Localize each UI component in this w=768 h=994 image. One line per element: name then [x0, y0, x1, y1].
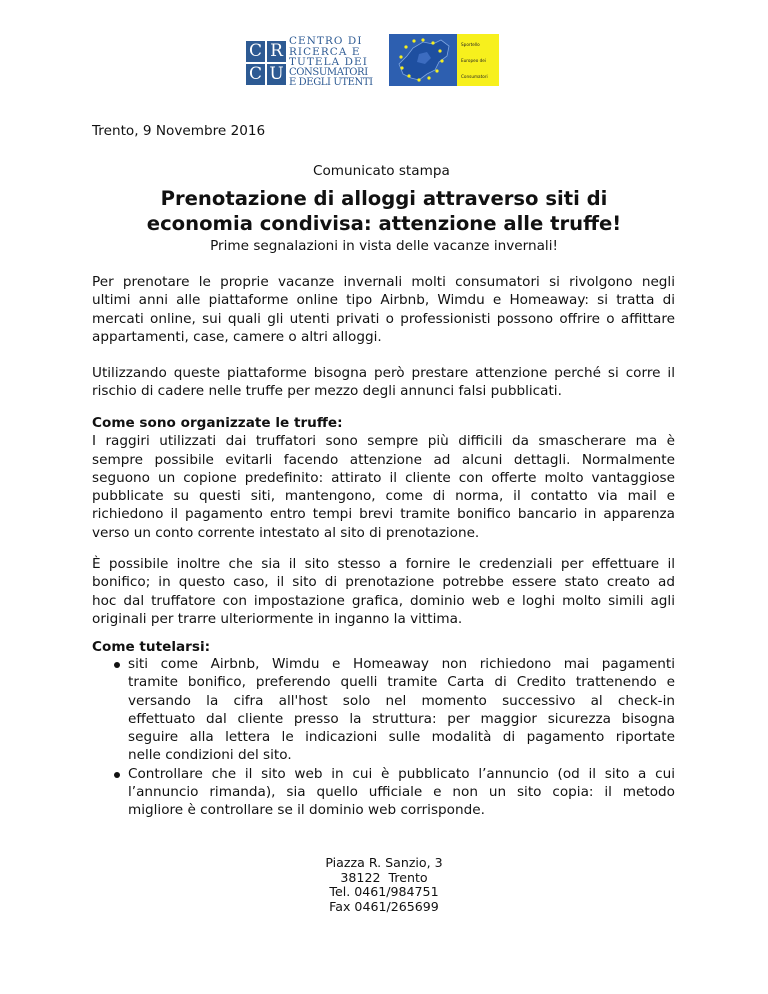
paragraph-line: pubblicate su questi siti, mantengono, come di norma, il contatto via mail e	[92, 488, 675, 505]
crcu-logo-text	[289, 36, 381, 89]
list-item	[92, 766, 675, 821]
paragraph-line: rischio di cadere nelle truffe per mezzo degli annunci falsi pubblicati.	[92, 383, 562, 400]
title-line: economia condivisa: attenzione alle truffe!	[146, 212, 622, 235]
section-scams	[92, 414, 675, 542]
paragraph-line: appartamenti, case, camere o altri alloggi.	[92, 328, 382, 345]
document-subtitle: Prime segnalazioni in vista delle vacanze invernali!	[210, 238, 558, 254]
euro-logo-line: Consumatori	[461, 74, 488, 79]
section-heading: Come tutelarsi:	[92, 639, 211, 655]
list-item-line: migliore è controllare se il dominio web corrisponde.	[128, 802, 485, 819]
section-protection-heading	[92, 638, 675, 656]
europe-map-icon	[389, 34, 457, 86]
list-item	[92, 656, 675, 766]
euro-logo-line: Sportello	[461, 42, 480, 47]
crcu-logo-line: CONSUMATORI	[289, 66, 368, 78]
paragraph-line: È possibile inoltre che sia il sito stesso a fornire le credenziali per effettuare il	[92, 556, 675, 572]
paragraph-line: Per prenotare le proprie vacanze invernali molti consumatori si rivolgono negli	[92, 274, 675, 290]
paragraph-line: richiedono il pagamento entro tempi brevi tramite bonifico bancario in apparenza	[92, 506, 675, 523]
euro-logo-line: Europeo dei	[461, 58, 487, 63]
bullet-icon	[114, 662, 120, 668]
title-line: Prenotazione di alloggi attraverso siti di	[160, 187, 608, 210]
document-title	[0, 186, 768, 236]
crcu-logo-line: E DEGLI UTENTI	[289, 77, 373, 89]
address-line: Tel. 0461/984751	[329, 884, 439, 900]
section-heading: Come sono organizzate le truffe:	[92, 415, 343, 431]
list-item-line: versando la cifra all'host solo nel momento successivo al check-in	[128, 692, 675, 709]
paragraph-line: originali per trarre ulteriormente in inganno la vittima.	[92, 610, 463, 627]
list-item-line: tramite bonifico, preferendo quelli tramite Carta di Credito trattenendo e	[128, 674, 675, 691]
paragraph-warning	[92, 364, 675, 401]
paragraph-line: seguono un copione predefinito: attirato il cliente con offerte molto vantaggiose	[92, 469, 675, 486]
paragraph-intro	[92, 273, 675, 346]
protection-list	[92, 656, 675, 821]
paragraph-line: I raggiri utilizzati dai truffatori sono sempre più difficili da smascherare ma è	[92, 433, 675, 450]
crcu-logo	[246, 36, 378, 90]
address-line: Fax 0461/265699	[329, 898, 439, 914]
crcu-letter-u: U	[267, 64, 286, 85]
address-line: Piazza R. Sanzio, 3	[325, 855, 443, 870]
european-consumer-centre-logo	[389, 34, 499, 86]
crcu-letter-c2: C	[246, 64, 265, 85]
address-line: 38122 Trento	[340, 869, 428, 885]
bullet-icon	[114, 772, 120, 778]
crcu-letter-r: R	[267, 41, 286, 62]
paragraph-line: Utilizzando queste piattaforme bisogna però prestare attenzione perché si corre il	[92, 365, 675, 381]
paragraph-fake-site	[92, 555, 675, 628]
list-item-line: l’annuncio rimanda), sia quello ufficiale e non un sito copia: il metodo	[128, 784, 675, 801]
list-item-line: effettuato dal cliente presso la struttura: per maggior sicurezza bisogna	[128, 710, 675, 727]
paragraph-line: hoc dal truffatore con impostazione grafica, dominio web e loghi molto simili agli	[92, 592, 675, 609]
list-item-line: Controllare che il sito web in cui è pubblicato l’annuncio (od il sito a cui	[128, 765, 675, 782]
paragraph-line: sempre possibile evitarli facendo attenzione ad alcuni dettagli. Normalmente	[92, 451, 675, 468]
list-item-line: nelle condizioni del sito.	[128, 747, 292, 764]
paragraph-line: verso un conto corrente intestato al sito di prenotazione.	[92, 524, 480, 541]
list-item-line: seguire alla lettera le indicazioni sulle modalità di pagamento riportate	[128, 729, 675, 746]
european-consumer-centre-label	[457, 34, 499, 86]
crcu-logo-line: TUTELA DEI	[289, 56, 368, 69]
document-date: Trento, 9 Novembre 2016	[92, 123, 266, 139]
paragraph-line: bonifico; in questo caso, il sito di prenotazione potrebbe essere stato creato ad	[92, 574, 675, 591]
crcu-letter-c1: C	[246, 41, 265, 62]
press-release-label: Comunicato stampa	[313, 163, 450, 179]
list-item-line: siti come Airbnb, Wimdu e Homeaway non richiedono mai pagamenti	[128, 656, 675, 672]
address-block	[0, 856, 768, 914]
paragraph-line: mercati online, sui quali gli utenti privati o professionisti possono offrire o affittare	[92, 310, 675, 327]
header-logos	[0, 34, 768, 90]
paragraph-line: ultimi anni alle piattaforme online tipo Airbnb, Wimdu e Homeaway: si tratta di	[92, 292, 675, 309]
crcu-logo-line: CENTRO DI	[289, 35, 363, 47]
crcu-logo-line: RICERCA E	[289, 45, 361, 58]
